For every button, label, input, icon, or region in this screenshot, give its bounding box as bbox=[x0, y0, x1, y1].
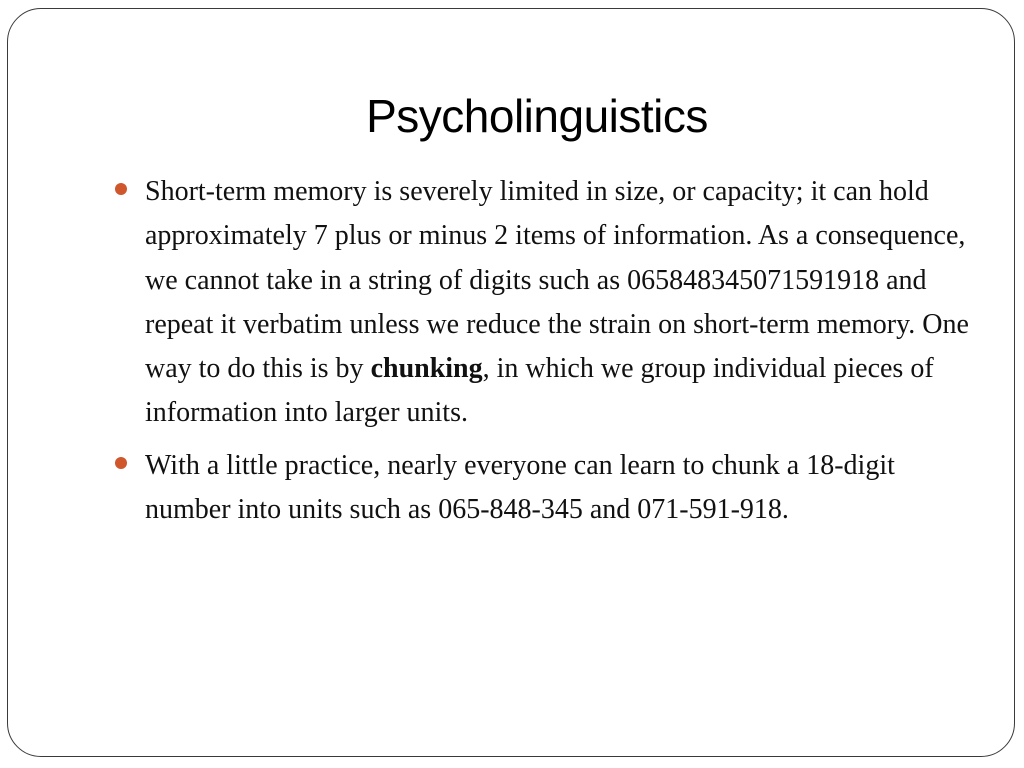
bullet-dot-icon bbox=[115, 457, 127, 469]
bullet-text: With a little practice, nearly everyone can learn to chunk a 18-digit number into units such as 065-848-345 and 071-591-918. bbox=[145, 449, 895, 526]
slide-title: Psycholinguistics bbox=[366, 90, 708, 142]
bullet-dot-icon bbox=[115, 183, 127, 195]
bullet-item-chunking bbox=[112, 170, 972, 436]
bullet-text-start: Short-term memory is severely limited in size, or capacity; it can hold approximately 7 plus or minus 2 items of information. As a consequence, we cannot take in a string of digits such as 065848345071591918 and repeat it verbatim unless we reduce the strain on short-term memory. One way to do this is by bbox=[145, 176, 969, 385]
bullet-list bbox=[112, 170, 972, 540]
bullet-text-end: , in which we group individual pieces of information into larger units. bbox=[145, 353, 934, 429]
bullet-item-practice bbox=[112, 444, 972, 533]
bold-term-chunking: chunking bbox=[370, 353, 483, 385]
